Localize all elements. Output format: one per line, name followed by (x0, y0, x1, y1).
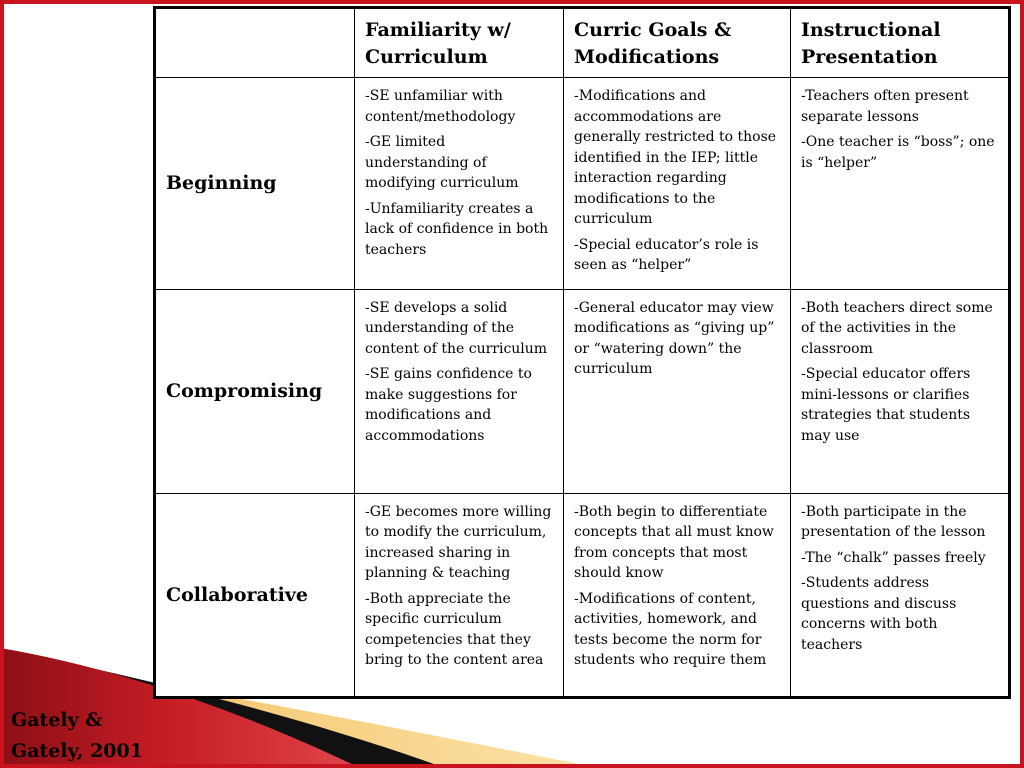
citation-line-1: Gately & (11, 709, 103, 731)
row-label-collaborative: Collaborative (155, 493, 355, 697)
cell-compromising-curric-goals (564, 289, 791, 493)
cell-text: -Modifications and accommodations are generally restricted to those identified in the IEP; little interaction regarding modifications to the curriculum (574, 88, 777, 227)
cell-collaborative-instructional (791, 493, 1010, 697)
cell-text: -Modifications of content, activities, homework, and tests become the norm for students who require them (574, 590, 767, 668)
row-label-beginning: Beginning (155, 78, 355, 290)
collaboration-stages-table (153, 6, 1011, 699)
cell-text: -The “chalk” passes freely (801, 549, 986, 566)
row-label-compromising: Compromising (155, 289, 355, 493)
cell-text: -GE limited understanding of modifying curriculum (365, 134, 519, 191)
cell-text: -Students address questions and discuss concerns with both teachers (801, 575, 957, 653)
cell-beginning-instructional (791, 78, 1010, 290)
cell-text: -SE develops a solid understanding of the content of the curriculum (365, 299, 548, 357)
citation-line-2: Gately, 2001 (11, 740, 143, 762)
cell-text: -Teachers often present separate lessons (801, 88, 969, 125)
table-row-collaborative (155, 493, 1010, 697)
cell-collaborative-curric-goals (564, 493, 791, 697)
cell-beginning-curric-goals (564, 78, 791, 290)
cell-text: -Both appreciate the specific curriculum competencies that they bring to the content area (365, 590, 544, 668)
collaboration-stages-table-container (153, 6, 1008, 684)
header-familiarity: Familiarity w/ Curriculum (355, 8, 564, 78)
table-row-compromising (155, 289, 1010, 493)
header-curric-goals: Curric Goals & Modifications (564, 8, 791, 78)
citation-credit (11, 705, 143, 767)
header-instructional: Instructional Presentation (791, 8, 1010, 78)
header-corner (155, 8, 355, 78)
cell-text: -Both participate in the presentation of the lesson (801, 503, 986, 540)
cell-collaborative-familiarity (355, 493, 564, 697)
cell-compromising-familiarity (355, 289, 564, 493)
cell-text: -Special educator’s role is seen as “helper” (574, 236, 759, 273)
cell-beginning-familiarity (355, 78, 564, 290)
cell-text: -Both begin to differentiate concepts that all must know from concepts that most should know (574, 503, 774, 581)
cell-text: -One teacher is “boss”; one is “helper” (801, 134, 995, 171)
cell-text: -SE gains confidence to make suggestions for modifications and accommodations (365, 366, 532, 444)
header-row (155, 8, 1010, 78)
cell-text: -Special educator offers mini-lessons or clarifies strategies that students may use (801, 366, 971, 444)
cell-text: -SE unfamiliar with content/methodology (365, 88, 516, 125)
cell-text: -General educator may view modifications as “giving up” or “watering down” the curriculum (574, 299, 775, 377)
cell-text: -Both teachers direct some of the activities in the classroom (801, 299, 993, 357)
cell-compromising-instructional (791, 289, 1010, 493)
table-row-beginning (155, 78, 1010, 290)
cell-text: -GE becomes more willing to modify the curriculum, increased sharing in planning & teaching (365, 503, 552, 581)
cell-text: -Unfamiliarity creates a lack of confidence in both teachers (365, 200, 549, 258)
